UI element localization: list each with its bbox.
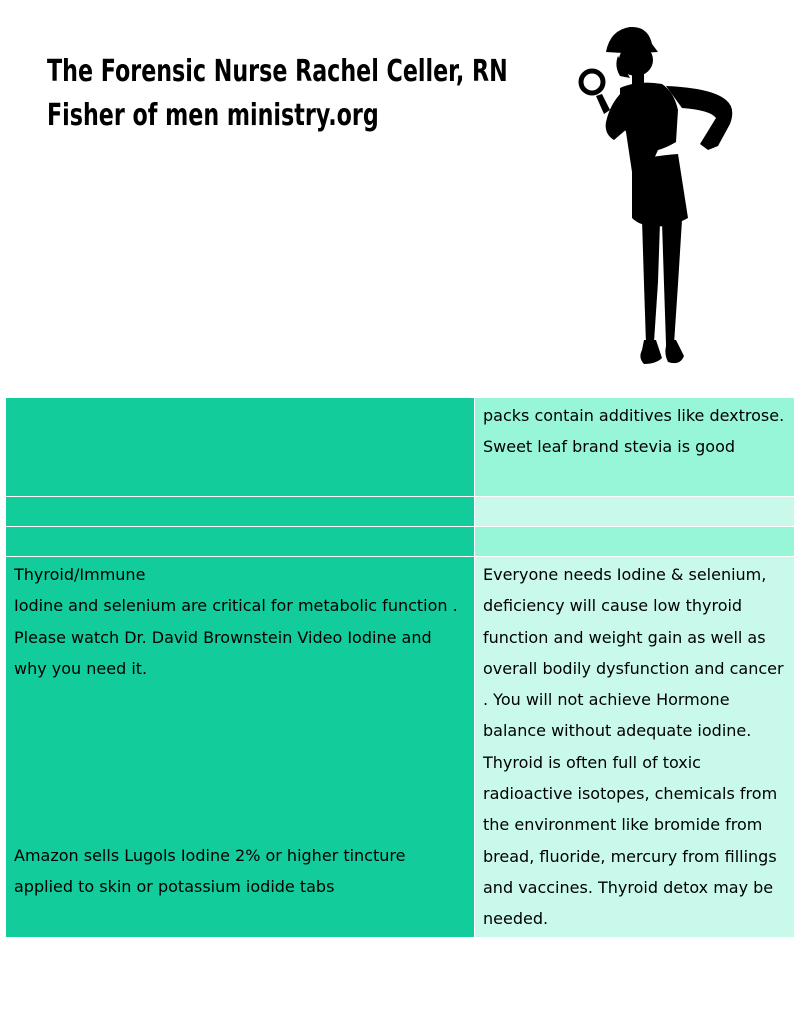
table-cell-empty	[6, 398, 475, 497]
thyroid-explanation-cell: Everyone needs Iodine & selenium, deficiency will cause low thyroid function and weight gain as well as overall bodily dysfunction and cancer . You will not achieve Hormone balance without adequate iodine. Thyroid is often full of toxic radioactive isotopes, chemicals from the environment like bromide from bread, fluoride, mercury from fillings and vaccines. Thyroid detox may be needed.	[475, 557, 795, 938]
table-cell-empty	[6, 497, 475, 527]
title-line-1: The Forensic Nurse Rachel Celler, RN	[47, 54, 508, 89]
table-row	[6, 398, 795, 497]
thyroid-topic-cell	[6, 557, 475, 938]
thyroid-heading: Thyroid/Immune	[14, 565, 146, 584]
table-row	[6, 557, 795, 938]
amazon-iodine-text: Amazon sells Lugols Iodine 2% or higher tincture applied to skin or potassium iodide tabs	[14, 846, 406, 897]
table-row	[6, 497, 795, 527]
title-line-2: Fisher of men ministry.org	[47, 98, 379, 133]
notes-table	[5, 397, 795, 938]
table-cell-empty	[6, 527, 475, 557]
page-title	[47, 50, 508, 138]
stevia-note-cell: packs contain additives like dextrose. Sweet leaf brand stevia is good	[475, 398, 795, 497]
detective-woman-silhouette-icon	[570, 22, 745, 372]
table-row	[6, 527, 795, 557]
table-cell-empty	[475, 497, 795, 527]
table-cell-empty	[475, 527, 795, 557]
iodine-info-text: Iodine and selenium are critical for metabolic function . Please watch Dr. David Brownstein Video Iodine and why you need it.	[14, 596, 458, 678]
